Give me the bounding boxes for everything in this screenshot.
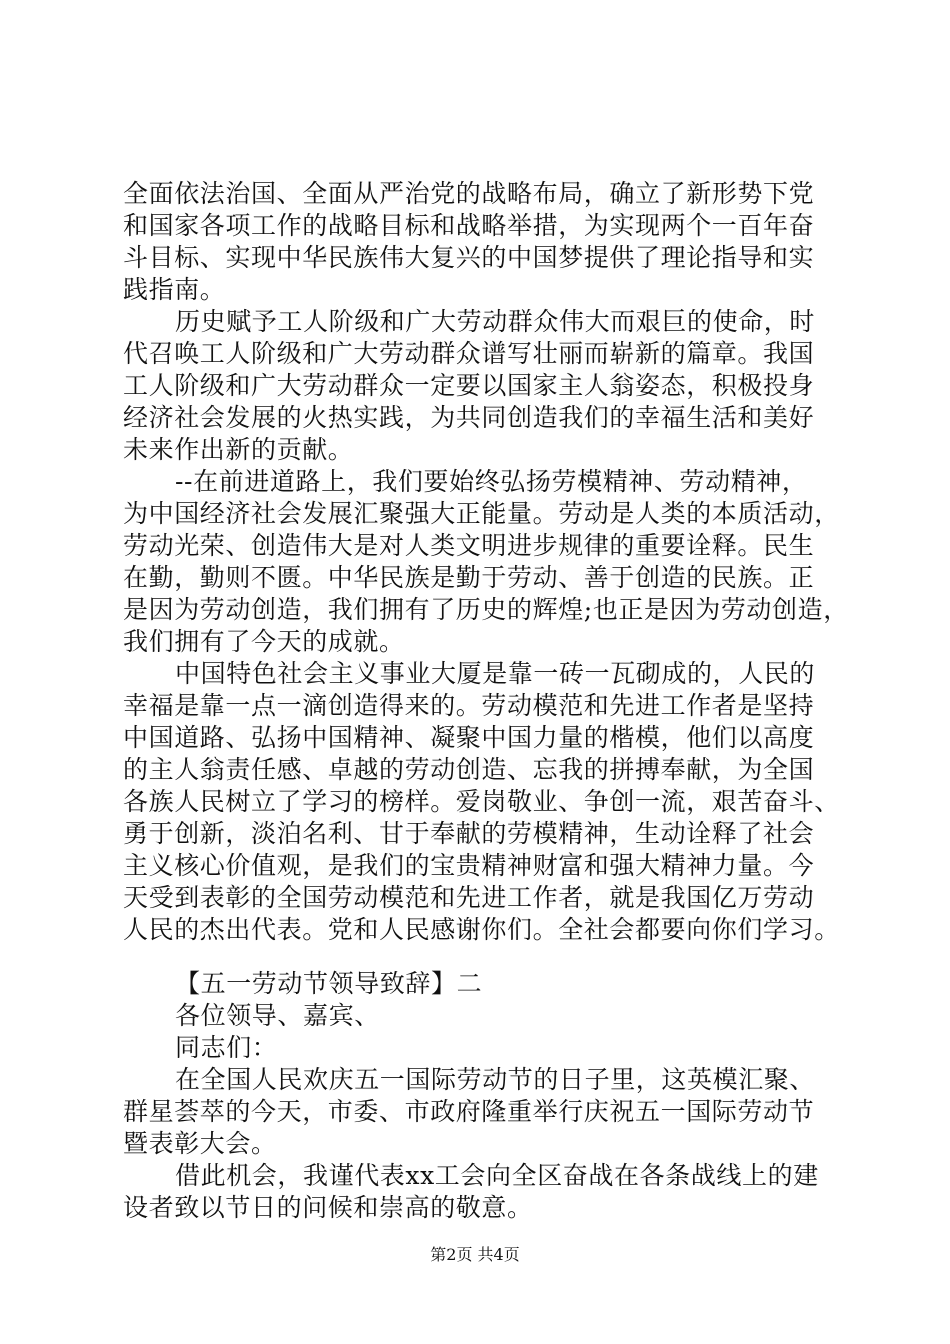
text-line: 中国特色社会主义事业大厦是靠一砖一瓦砌成的，人民的 [175,659,816,688]
text-line: --在前进道路上，我们要始终弘扬劳模精神、劳动精神， [175,467,808,496]
text-line: 群星荟萃的今天，市委、市政府隆重举行庆祝五一国际劳动节 [123,1097,815,1126]
text-line: 勇于创新，淡泊名利、甘于奉献的劳模精神，生动诠释了社会 [123,819,815,848]
text-line: 是因为劳动创造，我们拥有了历史的辉煌;也正是因为劳动创造， [123,595,849,624]
text-line: 人民的杰出代表。党和人民感谢你们。全社会都要向你们学习。 [123,915,840,944]
text-line: 设者致以节日的问候和崇高的敬意。 [123,1193,533,1222]
text-line: 的主人翁责任感、卓越的劳动创造、忘我的拼搏奉献，为全国 [123,755,815,784]
text-line: 各位领导、嘉宾、 [175,1001,380,1030]
text-line: 各族人民树立了学习的榜样。爱岗敬业、争创一流，艰苦奋斗、 [123,787,840,816]
text-line: 主义核心价值观，是我们的宝贵精神财富和强大精神力量。今 [123,851,815,880]
text-line: 未来作出新的贡献。 [123,435,354,464]
text-line: 劳动光荣、创造伟大是对人类文明进步规律的重要诠释。民生 [123,531,815,560]
text-line: 代召唤工人阶级和广大劳动群众谱写壮丽而崭新的篇章。我国 [123,339,815,368]
page-number-footer: 第2页 共4页 [430,1245,520,1264]
text-line: 为中国经济社会发展汇聚强大正能量。劳动是人类的本质活动， [123,499,840,528]
text-line: 践指南。 [123,275,226,304]
section-heading: 【五一劳动节领导致辞】二 [175,969,483,998]
text-line: 和国家各项工作的战略目标和战略举措，为实现两个一百年奋 [123,211,815,240]
text-line: 暨表彰大会。 [123,1129,277,1158]
text-line: 历史赋予工人阶级和广大劳动群众伟大而艰巨的使命，时 [175,307,816,336]
text-line: 中国道路、弘扬中国精神、凝聚中国力量的楷模，他们以高度 [123,723,815,752]
text-line: 借此机会，我谨代表xx工会向全区奋战在各条战线上的建 [175,1161,819,1190]
text-line: 同志们： [175,1033,278,1062]
text-line: 在全国人民欢庆五一国际劳动节的日子里，这英模汇聚、 [175,1065,816,1094]
text-line: 工人阶级和广大劳动群众一定要以国家主人翁姿态，积极投身 [123,371,815,400]
text-line: 天受到表彰的全国劳动模范和先进工作者，就是我国亿万劳动 [123,883,815,912]
text-line: 全面依法治国、全面从严治党的战略布局，确立了新形势下党 [123,179,815,208]
text-line: 经济社会发展的火热实践，为共同创造我们的幸福生活和美好 [123,403,815,432]
text-line: 幸福是靠一点一滴创造得来的。劳动模范和先进工作者是坚持 [123,691,815,720]
text-line: 我们拥有了今天的成就。 [123,627,405,656]
text-line: 斗目标、实现中华民族伟大复兴的中国梦提供了理论指导和实 [123,243,815,272]
text-line: 在勤，勤则不匮。中华民族是勤于劳动、善于创造的民族。正 [123,563,815,592]
